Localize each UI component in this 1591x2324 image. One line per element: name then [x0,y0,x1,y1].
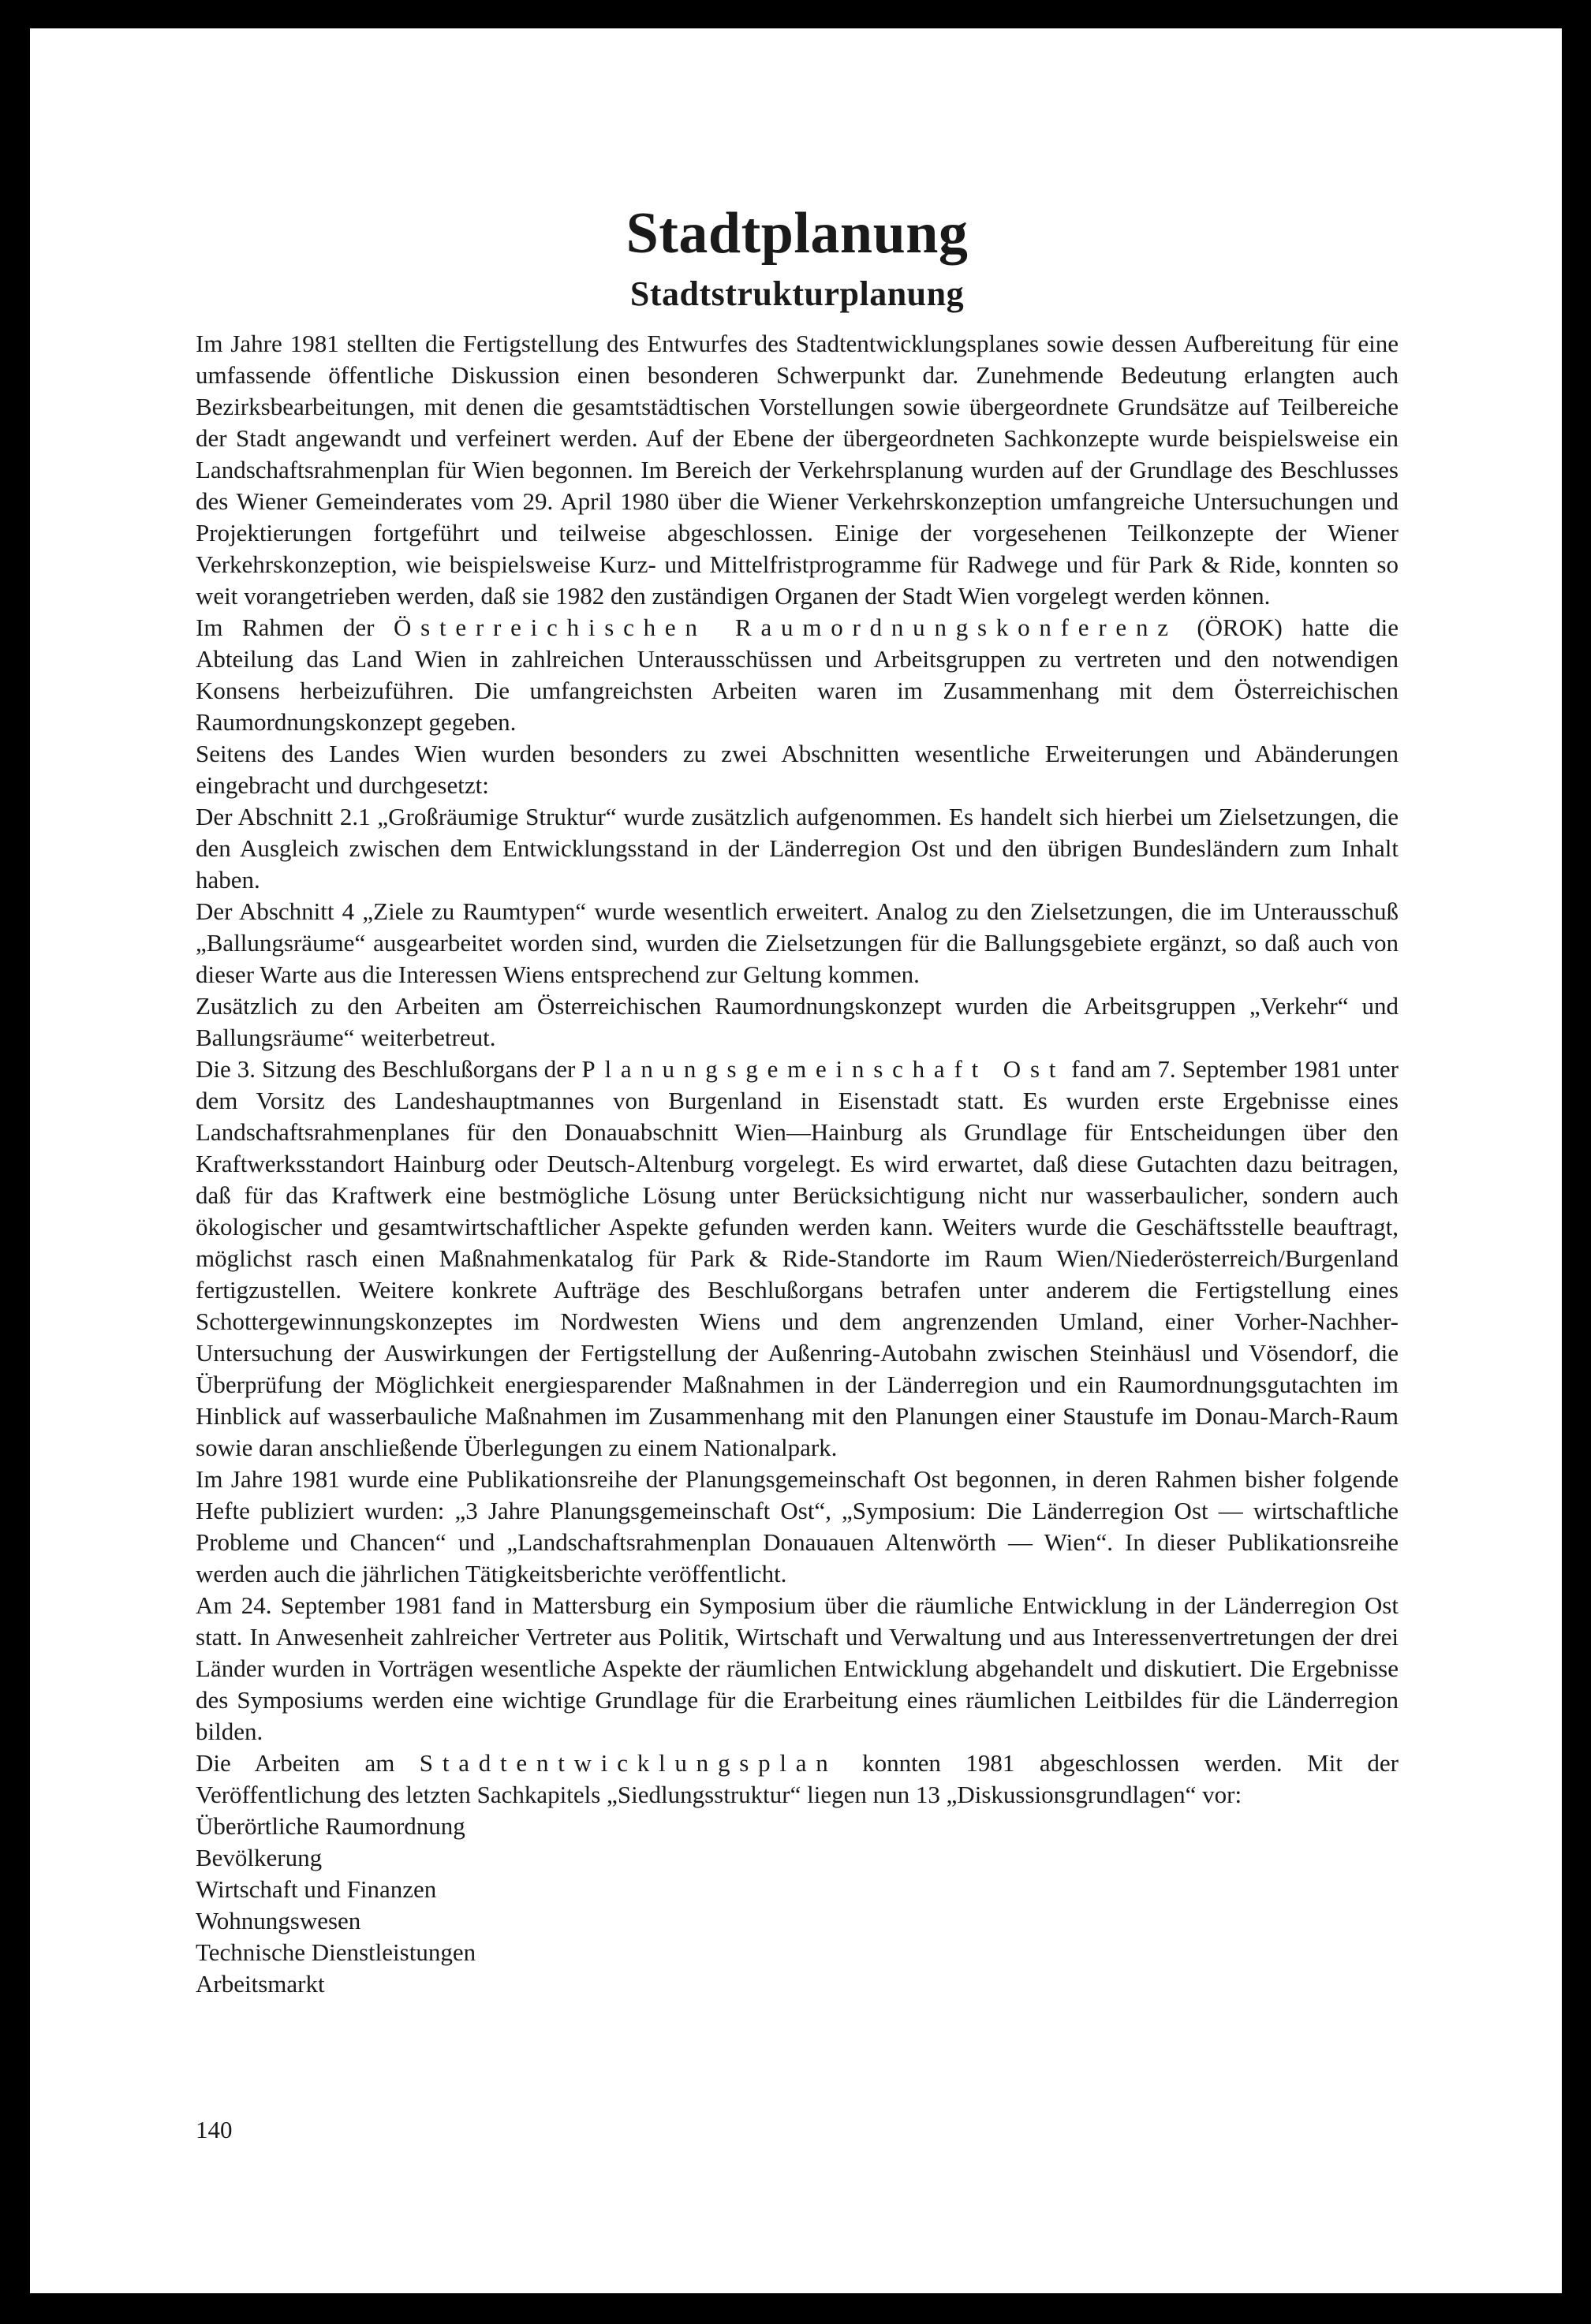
list-item: Wirtschaft und Finanzen [196,1875,437,1903]
paragraph-5: Der Abschnitt 4 „Ziele zu Raumtypen“ wurde wesentlich erweitert. Analog zu den Zielsetzungen, die im Unterausschuß „Ballungsräume“ ausgearbeitet worden sind, wurden die Zielsetzungen für die Ballungsgebiete ergänzt, so daß auch von dieser Warte aus die Interessen Wiens entsprechend zur Geltung kommen. [196,897,1399,988]
paragraph-7-text-b: fand am 7. September 1981 unter dem Vorsitz des Landeshauptmannes von Burgenland in Eisenstadt statt. Es wurden erste Ergebnisse eines Landschaftsrahmenplanes für den Donauabschnitt Wien—Hainburg als Grundlage für Entscheidungen über den Kraftwerksstandort Hainburg oder Deutsch-Altenburg vorgelegt. Es wird erwartet, daß diese Gutachten dazu beitragen, daß für das Kraftwerk eine bestmögliche Lösung unter Berücksichtigung nicht nur wasserbaulicher, sondern auch ökologischer und gesamtwirtschaftlicher Aspekte gefunden werden kann. Weiters wurde die Geschäftsstelle beauftragt, möglichst rasch einen Maßnahmenkatalog für Park & Ride-Standorte im Raum Wien/Niederösterreich/Burgenland fertigzustellen. Weitere konkrete Aufträge des Beschlußorgans betrafen unter anderem die Fertigstellung eines Schottergewinnungskonzeptes im Nordwesten Wiens und dem angrenzenden Umland, einer Vorher-Nachher-Untersuchung der Auswirkungen der Fertigstellung der Außenring-Autobahn zwischen Steinhäusl und Vösendorf, die Überprüfung der Möglichkeit energiesparender Maßnahmen in der Länderregion und ein Raumordnungsgutachten im Hinblick auf wasserbauliche Maßnahmen im Zusammenhang mit den Planungen einer Staustufe im Donau-March-Raum sowie daran anschließende Überlegungen zu einem Nationalpark. [196,1055,1399,1461]
spaced-term-oerok: Österreichischen Raumordnungskonferenz [393,614,1178,641]
list-item: Arbeitsmarkt [196,1970,325,1998]
document-page [30,28,1562,2293]
spaced-term-planungsgemeinschaft: Planungsgemeinschaft Ost [581,1055,1066,1083]
page-number: 140 [196,2116,233,2143]
paragraph-6: Zusätzlich zu den Arbeiten am Österreichischen Raumordnungskonzept wurden die Arbeitsgruppen „Verkehr“ und Ballungsräume“ weiterbetreut. [196,992,1399,1051]
list-item: Wohnungswesen [196,1907,361,1934]
paragraph-1: Im Jahre 1981 stellten die Fertigstellung des Entwurfes des Stadtentwicklungsplanes sowie dessen Aufbereitung für eine umfassende öffentliche Diskussion einen besonderen Schwerpunkt dar. Zunehmende Bedeutung erlangten auch Bezirksbearbeitungen, mit denen die gesamtstädtischen Vorstellungen sowie übergeordnete Grundsätze auf Teilbereiche der Stadt angewandt und verfeinert werden. Auf der Ebene der übergeordneten Sachkonzepte wurde beispielsweise ein Landschaftsrahmenplan für Wien begonnen. Im Bereich der Verkehrsplanung wurden auf der Grundlage des Beschlusses des Wiener Gemeinderates vom 29. April 1980 über die Wiener Verkehrskonzeption umfangreiche Untersuchungen und Projektierungen fortgeführt und teilweise abgeschlossen. Einige der vorgesehenen Teilkonzepte der Wiener Verkehrskonzeption, wie beispielsweise Kurz- und Mittelfristprogramme für Radwege und für Park & Ride, konnten so weit vorangetrieben werden, daß sie 1982 den zuständigen Organen der Stadt Wien vorgelegt werden können. [196,330,1399,610]
discussion-basis-list [196,1811,1399,2000]
list-item: Bevölkerung [196,1844,323,1871]
paragraph-10 [196,1748,1399,1811]
paragraph-2 [196,612,1399,738]
paragraph-9: Am 24. September 1981 fand in Mattersburg ein Symposium über die räumliche Entwicklung in der Länderregion Ost statt. In Anwesenheit zahlreicher Vertreter aus Politik, Wirtschaft und Verwaltung und aus Interessenvertretungen der drei Länder wurden in Vorträgen wesentliche Aspekte der räumlichen Entwicklung abgehandelt und diskutiert. Die Ergebnisse des Symposiums werden eine wichtige Grundlage für die Erarbeitung eines räumlichen Leitbildes für die Länderregion bilden. [196,1591,1399,1745]
paragraph-10-text-a: Die Arbeiten am [196,1749,420,1777]
paragraph-8: Im Jahre 1981 wurde eine Publikationsreihe der Planungsgemeinschaft Ost begonnen, in deren Rahmen bisher folgende Hefte publiziert wurden: „3 Jahre Planungsgemeinschaft Ost“, „Symposium: Die Länderregion Ost — wirtschaftliche Probleme und Chancen“ und „Landschaftsrahmenplan Donauauen Altenwörth — Wien“. In dieser Publikationsreihe werden auch die jährlichen Tätigkeitsberichte veröffentlicht. [196,1465,1399,1587]
spaced-term-stadtentwicklungsplan: Stadtentwicklungsplan [419,1749,838,1777]
list-item: Überörtliche Raumordnung [196,1812,465,1840]
paragraph-2-text-b: (ÖROK) hatte die Abteilung das Land Wien in zahlreichen Unterausschüssen und Arbeitsgruppen zu vertreten und den notwendigen Konsens herbeizuführen. Die umfangreichsten Arbeiten waren im Zusammenhang mit dem Österreichischen Raumordnungskonzept gegeben. [196,614,1399,736]
paragraph-2-text-a: Im Rahmen der [196,614,394,641]
page-title: Stadtplanung [626,201,969,266]
paragraph-3: Seitens des Landes Wien wurden besonders zu zwei Abschnitten wesentliche Erweiterungen und Abänderungen eingebracht und durchgesetzt: [196,740,1399,799]
paragraph-7 [196,1054,1399,1464]
section-heading: Stadtstrukturplanung [629,274,965,313]
paragraph-4: Der Abschnitt 2.1 „Großräumige Struktur“ wurde zusätzlich aufgenommen. Es handelt sich hierbei um Zielsetzungen, die den Ausgleich zwischen dem Entwicklungsstand in der Länderregion Ost und den übrigen Bundesländern zum Inhalt haben. [196,803,1399,893]
paragraph-7-text-a: Die 3. Sitzung des Beschlußorgans der [196,1055,582,1083]
paragraph-10-text-b: konnten 1981 abgeschlossen werden. Mit der Veröffentlichung des letzten Sachkapitels „Siedlungsstruktur“ liegen nun 13 „Diskussionsgrundlagen“ vor: [196,1749,1399,1808]
page-content [196,196,1399,2000]
list-item: Technische Dienstleistungen [196,1938,476,1966]
